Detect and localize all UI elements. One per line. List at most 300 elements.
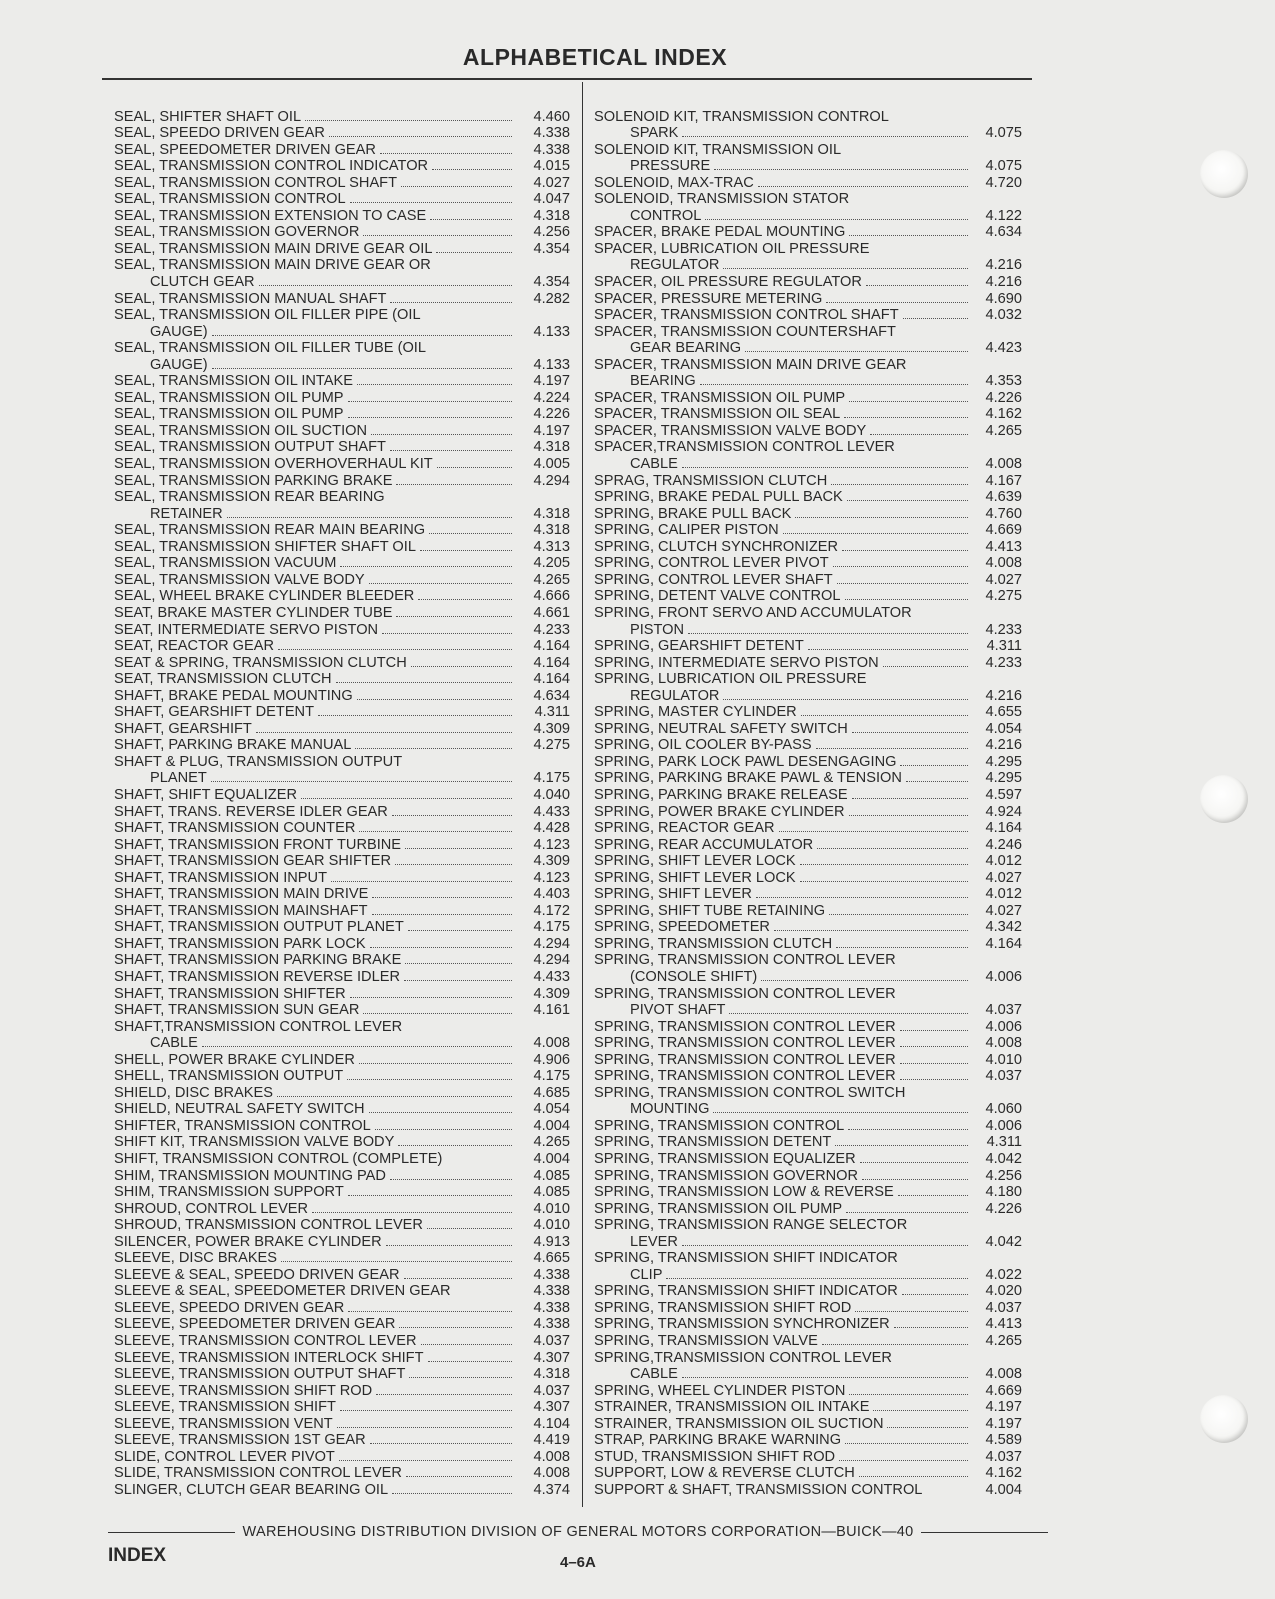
entry-text: CABLE: [150, 1035, 198, 1052]
index-entry: [594, 191, 1022, 208]
entry-text: (CONSOLE SHIFT): [630, 968, 758, 985]
leader-dots: [849, 400, 968, 402]
entry-page-ref: 4.027: [533, 174, 570, 191]
leader-dots: [429, 532, 512, 534]
entry-page-ref: 4.913: [533, 1233, 570, 1250]
leader-dots: [682, 1244, 968, 1246]
index-entry: [594, 1382, 1022, 1399]
leader-dots: [816, 747, 968, 749]
entry-page-ref: 4.374: [533, 1481, 570, 1498]
leader-dots: [910, 368, 968, 369]
entry-page-ref: 4.175: [533, 1068, 570, 1085]
entry-page-ref: 4.004: [985, 1481, 1022, 1498]
leader-dots: [829, 913, 968, 915]
entry-text: SHAFT, BRAKE PEDAL MOUNTING: [114, 687, 353, 704]
leader-dots: [370, 1442, 512, 1444]
leader-dots: [705, 218, 968, 220]
entry-page-ref: 4.037: [985, 1299, 1022, 1316]
leader-dots: [305, 119, 512, 121]
entry-text: PRESSURE: [630, 158, 711, 175]
entry-text: SLEEVE, SPEEDO DRIVEN GEAR: [114, 1299, 345, 1316]
index-entry: [594, 853, 1022, 870]
leader-dots: [357, 698, 512, 700]
entry-text: SPACER, TRANSMISSION COUNTERSHAFT: [594, 323, 896, 340]
leader-dots: [359, 1062, 512, 1064]
entry-text: SPRING, REACTOR GEAR: [594, 820, 775, 837]
entry-page-ref: 4.037: [985, 1448, 1022, 1465]
index-entry: [594, 555, 1022, 572]
entry-text: SPRING, TRANSMISSION CONTROL LEVER: [594, 1018, 896, 1035]
index-entry: [594, 1399, 1022, 1416]
leader-dots: [729, 1012, 968, 1014]
index-entry: [114, 290, 570, 307]
index-entry: [594, 1084, 1022, 1101]
entry-text: PLANET: [150, 770, 207, 787]
leader-dots: [339, 1459, 512, 1461]
leader-dots: [900, 1078, 968, 1080]
entry-text: SEAL, TRANSMISSION VALVE BODY: [114, 571, 365, 588]
index-entry: [114, 820, 570, 837]
index-entry: [114, 1349, 570, 1366]
index-entry: [594, 588, 1022, 605]
leader-dots: [406, 1475, 512, 1477]
leader-dots: [848, 1128, 968, 1130]
index-entry: [594, 720, 1022, 737]
entry-page-ref: 4.012: [985, 886, 1022, 903]
index-entry: [594, 522, 1022, 539]
entry-text: SPRING, TRANSMISSION DETENT: [594, 1134, 832, 1151]
entry-text: SPRING, FRONT SERVO AND ACCUMULATOR: [594, 604, 912, 621]
entry-text: SPRING, GEARSHIFT DETENT: [594, 638, 804, 655]
entry-text: SPRING, TRANSMISSION SHIFT ROD: [594, 1299, 852, 1316]
entry-page-ref: 4.172: [533, 902, 570, 919]
entry-page-ref: 4.047: [533, 191, 570, 208]
entry-page-ref: 4.685: [533, 1084, 570, 1101]
leader-dots: [355, 747, 512, 749]
entry-page-ref: 4.233: [533, 621, 570, 638]
leader-dots: [409, 1376, 512, 1378]
entry-text: RETAINER: [150, 505, 223, 522]
leader-dots: [425, 318, 512, 319]
entry-text: SPACER,TRANSMISSION CONTROL LEVER: [594, 439, 895, 456]
leader-dots: [227, 516, 512, 518]
index-entry: [114, 1299, 570, 1316]
leader-dots: [779, 830, 968, 832]
entry-text: SEAL, TRANSMISSION GOVERNOR: [114, 224, 360, 241]
leader-dots: [348, 1310, 512, 1312]
entry-text: SPRING, OIL COOLER BY-PASS: [594, 737, 812, 754]
index-entry: [594, 786, 1022, 803]
index-entry: [594, 1481, 1022, 1498]
entry-text: SPRING, PARKING BRAKE PAWL & TENSION: [594, 770, 902, 787]
entry-text: SLINGER, CLUTCH GEAR BEARING OIL: [114, 1481, 389, 1498]
entry-text: SLEEVE, SPEEDOMETER DRIVEN GEAR: [114, 1316, 396, 1333]
entry-text: SPRING, CLUTCH SYNCHRONIZER: [594, 538, 839, 555]
entry-page-ref: 4.180: [985, 1184, 1022, 1201]
index-entry: [594, 257, 1022, 274]
entry-text: SLEEVE, DISC BRAKES: [114, 1250, 278, 1267]
leader-dots: [845, 1442, 968, 1444]
entry-text: SPRING, REAR ACCUMULATOR: [594, 836, 814, 853]
entry-text: SHIFTER, TRANSMISSION CONTROL: [114, 1117, 371, 1134]
entry-page-ref: 4.216: [985, 274, 1022, 291]
entry-page-ref: 4.318: [533, 522, 570, 539]
entry-page-ref: 4.294: [533, 935, 570, 952]
leader-dots: [808, 648, 968, 650]
index-entry: [594, 1299, 1022, 1316]
entry-text: SHELL, POWER BRAKE CYLINDER: [114, 1051, 355, 1068]
leader-dots: [363, 234, 512, 236]
index-entry: [114, 505, 570, 522]
binder-hole: [1200, 1395, 1248, 1443]
entry-page-ref: 4.309: [533, 985, 570, 1002]
leader-dots: [363, 1012, 512, 1014]
entry-text: SILENCER, POWER BRAKE CYLINDER: [114, 1233, 382, 1250]
leader-dots: [420, 549, 512, 551]
index-entry: [594, 307, 1022, 324]
leader-dots: [898, 1194, 968, 1196]
leader-dots: [446, 1162, 512, 1163]
index-entry: [114, 1332, 570, 1349]
entry-page-ref: 4.246: [985, 836, 1022, 853]
leader-dots: [336, 681, 512, 683]
leader-dots: [390, 301, 512, 303]
index-entry: [594, 1415, 1022, 1432]
entry-text: SLIDE, TRANSMISSION CONTROL LEVER: [114, 1465, 402, 1482]
leader-dots: [396, 483, 512, 485]
entry-text: SPRING, SHIFT LEVER LOCK: [594, 869, 796, 886]
index-entry: [114, 902, 570, 919]
entry-page-ref: 4.294: [533, 952, 570, 969]
index-entry: [594, 952, 1022, 969]
index-entry: [114, 224, 570, 241]
index-entry: [114, 1448, 570, 1465]
leader-dots: [278, 648, 512, 650]
entry-text: SHROUD, CONTROL LEVER: [114, 1200, 309, 1217]
index-entry: [594, 1349, 1022, 1366]
leader-dots: [382, 632, 512, 634]
binder-hole: [1200, 775, 1248, 823]
leader-dots: [357, 383, 512, 385]
leader-dots: [758, 185, 968, 187]
entry-page-ref: 4.027: [985, 902, 1022, 919]
entry-page-ref: 4.338: [533, 141, 570, 158]
leader-dots: [301, 797, 512, 799]
leader-dots: [348, 416, 512, 418]
footer-text: WAREHOUSING DISTRIBUTION DIVISION OF GENERAL MOTORS CORPORATION—BUICK—40: [242, 1524, 914, 1540]
entry-page-ref: 4.226: [533, 406, 570, 423]
entry-page-ref: 4.419: [533, 1432, 570, 1449]
leader-dots: [800, 880, 968, 882]
entry-page-ref: 4.342: [985, 919, 1022, 936]
entry-text: SLEEVE, TRANSMISSION SHIFT: [114, 1399, 336, 1416]
entry-text: SEAL, TRANSMISSION CONTROL INDICATOR: [114, 158, 429, 175]
entry-page-ref: 4.104: [533, 1415, 570, 1432]
leader-dots: [259, 284, 512, 286]
entry-page-ref: 4.164: [533, 638, 570, 655]
index-entry: [594, 687, 1022, 704]
index-entry: [594, 753, 1022, 770]
index-entry: [114, 704, 570, 721]
entry-page-ref: 4.256: [985, 1167, 1022, 1184]
index-entry: [594, 820, 1022, 837]
leader-dots: [682, 135, 968, 137]
entry-page-ref: 4.311: [534, 704, 570, 721]
entry-text: SPRING, CONTROL LEVER SHAFT: [594, 571, 833, 588]
index-entry: [594, 472, 1022, 489]
entry-page-ref: 4.004: [533, 1151, 570, 1167]
entry-page-ref: 4.282: [533, 290, 570, 307]
index-entry: [594, 737, 1022, 754]
entry-page-ref: 4.354: [533, 240, 570, 257]
leader-dots: [859, 1475, 968, 1477]
leader-dots: [202, 1045, 512, 1047]
entry-page-ref: 4.634: [985, 224, 1022, 241]
index-entry: [594, 340, 1022, 357]
entry-text: SPRING, TRANSMISSION CONTROL LEVER: [594, 985, 896, 1002]
index-entry: [114, 174, 570, 191]
entry-text: SEAL, TRANSMISSION SHIFTER SHAFT OIL: [114, 538, 416, 555]
index-entry: [594, 455, 1022, 472]
leader-dots: [714, 168, 968, 170]
leader-dots: [347, 1078, 512, 1080]
leader-dots: [318, 714, 512, 716]
index-entry: [594, 1150, 1022, 1167]
index-entry: [114, 158, 570, 175]
leader-dots: [849, 234, 968, 236]
entry-page-ref: 4.589: [985, 1432, 1022, 1449]
entry-text: SPRING, TRANSMISSION CONTROL LEVER: [594, 1068, 896, 1085]
binder-hole: [1200, 150, 1248, 198]
entry-page-ref: 4.075: [985, 125, 1022, 142]
entry-text: SPRING, TRANSMISSION CLUTCH: [594, 935, 833, 952]
entry-page-ref: 4.175: [533, 770, 570, 787]
index-entry: [594, 1233, 1022, 1250]
entry-text: SEAL, TRANSMISSION CONTROL SHAFT: [114, 174, 398, 191]
entry-text: SPRING, TRANSMISSION CONTROL SWITCH: [594, 1084, 906, 1101]
leader-dots: [801, 714, 968, 716]
entry-text: SHELL, TRANSMISSION OUTPUT: [114, 1068, 344, 1085]
entry-page-ref: 4.054: [985, 720, 1022, 737]
entry-page-ref: 4.075: [985, 158, 1022, 175]
entry-page-ref: 4.027: [985, 571, 1022, 588]
entry-page-ref: 4.005: [533, 456, 570, 473]
index-entry: [114, 985, 570, 1002]
leader-dots: [900, 1029, 968, 1031]
leader-dots: [370, 946, 512, 948]
entry-page-ref: 4.433: [533, 968, 570, 985]
leader-dots: [883, 665, 968, 667]
entry-text: SPACER, TRANSMISSION MAIN DRIVE GEAR: [594, 356, 907, 373]
leader-dots: [350, 201, 512, 203]
index-entry: [594, 174, 1022, 191]
index-entry: [594, 836, 1022, 853]
entry-page-ref: 4.164: [533, 671, 570, 688]
leader-dots: [428, 1360, 512, 1362]
leader-dots: [756, 896, 968, 898]
leader-dots: [372, 896, 512, 898]
leader-dots: [926, 1493, 968, 1494]
index-entry: [114, 340, 570, 357]
entry-page-ref: 4.720: [985, 174, 1022, 191]
index-entry: [114, 1101, 570, 1118]
entry-text: SEAL, TRANSMISSION CONTROL: [114, 191, 346, 208]
leader-dots: [430, 218, 512, 220]
entry-text: SPRING, DETENT VALVE CONTROL: [594, 588, 841, 605]
entry-page-ref: 4.338: [533, 1299, 570, 1316]
leader-dots: [837, 582, 968, 584]
leader-dots: [396, 615, 512, 617]
leader-dots: [906, 780, 968, 782]
entry-text: SEAL, TRANSMISSION OIL FILLER TUBE (OIL: [114, 340, 426, 357]
index-entry: [114, 803, 570, 820]
leader-dots: [774, 929, 968, 931]
index-entry: [594, 273, 1022, 290]
index-entry: [114, 770, 570, 787]
entry-page-ref: 4.690: [985, 290, 1022, 307]
leader-dots: [900, 963, 968, 964]
entry-page-ref: 4.161: [533, 1002, 570, 1019]
index-entry: [114, 406, 570, 423]
leader-dots: [404, 979, 512, 981]
entry-page-ref: 4.004: [533, 1117, 570, 1134]
entry-text: SHAFT, TRANSMISSION FRONT TURBINE: [114, 836, 402, 853]
entry-text: SPRING, TRANSMISSION RANGE SELECTOR: [594, 1217, 908, 1234]
leader-dots: [845, 598, 968, 600]
leader-dots: [870, 433, 968, 435]
index-entry: [594, 125, 1022, 142]
entry-text: SEAT, REACTOR GEAR: [114, 638, 275, 655]
entry-page-ref: 4.295: [985, 753, 1022, 770]
entry-text: SHIELD, DISC BRAKES: [114, 1084, 273, 1101]
entry-text: SEAL, TRANSMISSION MANUAL SHAFT: [114, 290, 387, 307]
entry-text: SOLENOID, TRANSMISSION STATOR: [594, 191, 850, 208]
entry-text: SEAL, TRANSMISSION OIL FILLER PIPE (OIL: [114, 307, 421, 324]
entry-text: SPACER, TRANSMISSION OIL PUMP: [594, 389, 846, 406]
leader-dots: [359, 830, 512, 832]
entry-text: CABLE: [630, 456, 678, 473]
index-entry: [594, 886, 1022, 903]
entry-text: SLEEVE & SEAL, SPEEDOMETER DRIVEN GEAR: [114, 1283, 451, 1300]
entry-text: SHROUD, TRANSMISSION CONTROL LEVER: [114, 1217, 423, 1234]
leader-dots: [896, 1361, 968, 1362]
entry-text: SPRING, WHEEL CYLINDER PISTON: [594, 1382, 846, 1399]
entry-text: SPRING, CONTROL LEVER PIVOT: [594, 555, 829, 572]
index-entry: [114, 455, 570, 472]
leader-dots: [900, 1062, 968, 1064]
index-entry: [114, 1217, 570, 1234]
leader-dots: [713, 1111, 968, 1113]
index-entry: [114, 604, 570, 621]
entry-text: STRAINER, TRANSMISSION OIL INTAKE: [594, 1399, 870, 1416]
leader-dots: [887, 1426, 968, 1428]
section-label: INDEX: [108, 1545, 167, 1566]
leader-dots: [348, 1194, 512, 1196]
entry-text: SLEEVE & SEAL, SPEEDO DRIVEN GEAR: [114, 1266, 400, 1283]
entry-page-ref: 4.338: [533, 1266, 570, 1283]
entry-text: SPRING, SHIFT LEVER LOCK: [594, 853, 796, 870]
entry-page-ref: 4.008: [985, 555, 1022, 572]
entry-text: CABLE: [630, 1366, 678, 1383]
entry-text: SHAFT, TRANSMISSION SHIFTER: [114, 985, 346, 1002]
index-entry: [594, 240, 1022, 257]
index-entry: [114, 207, 570, 224]
leader-dots: [847, 499, 968, 501]
leader-dots: [852, 797, 968, 799]
entry-page-ref: 4.010: [985, 1051, 1022, 1068]
entry-page-ref: 4.338: [533, 1316, 570, 1333]
entry-text: SHAFT, PARKING BRAKE MANUAL: [114, 737, 352, 754]
column-divider: [582, 82, 583, 1507]
entry-page-ref: 4.042: [985, 1233, 1022, 1250]
entry-page-ref: 4.597: [985, 786, 1022, 803]
index-entry: [114, 654, 570, 671]
entry-text: SHAFT, TRANSMISSION PARKING BRAKE: [114, 952, 402, 969]
index-entry: [114, 257, 570, 274]
footer-rule-right: [921, 1532, 1048, 1533]
leader-dots: [281, 1260, 512, 1262]
index-entry: [594, 621, 1022, 638]
entry-text: SHAFT, TRANSMISSION MAIN DRIVE: [114, 886, 369, 903]
leader-dots: [899, 450, 968, 451]
index-entry: [114, 1432, 570, 1449]
entry-text: SEAL, TRANSMISSION OIL SUCTION: [114, 422, 368, 439]
entry-page-ref: 4.307: [533, 1349, 570, 1366]
leader-dots: [329, 135, 512, 137]
leader-dots: [900, 335, 968, 336]
entry-text: SPRING, SHIFT LEVER: [594, 886, 752, 903]
entry-page-ref: 4.133: [533, 323, 570, 340]
leader-dots: [893, 120, 968, 121]
index-entry: [114, 952, 570, 969]
entry-text: SEAL, SPEEDO DRIVEN GEAR: [114, 125, 325, 142]
index-entry: [594, 1266, 1022, 1283]
entry-text: SEAL, TRANSMISSION OVERHOVERHAUL KIT: [114, 456, 433, 473]
index-entry: [594, 1117, 1022, 1134]
leader-dots: [277, 1095, 512, 1097]
entry-text: SHIFT, TRANSMISSION CONTROL (COMPLETE): [114, 1151, 443, 1167]
entry-page-ref: 4.428: [533, 820, 570, 837]
entry-page-ref: 4.309: [533, 853, 570, 870]
leader-dots: [909, 1096, 968, 1097]
entry-text: SHAFT, GEARSHIFT: [114, 720, 252, 737]
entry-page-ref: 4.265: [533, 1134, 570, 1151]
leader-dots: [211, 780, 512, 782]
leader-dots: [408, 929, 512, 931]
entry-text: SHAFT, TRANSMISSION INPUT: [114, 869, 327, 886]
index-entry: [594, 489, 1022, 506]
entry-text: SEAT, BRAKE MASTER CYLINDER TUBE: [114, 604, 393, 621]
entry-text: SHAFT,TRANSMISSION CONTROL LEVER: [114, 1018, 403, 1035]
index-entry: [114, 1200, 570, 1217]
leader-dots: [902, 1261, 968, 1262]
entry-page-ref: 4.403: [533, 886, 570, 903]
leader-dots: [873, 252, 968, 253]
index-entry: [114, 786, 570, 803]
index-entry: [114, 240, 570, 257]
index-entry: [594, 323, 1022, 340]
entry-page-ref: 4.008: [533, 1035, 570, 1052]
leader-dots: [331, 880, 512, 882]
entry-text: SPRING, TRANSMISSION CONTROL LEVER: [594, 1035, 896, 1052]
entry-text: SEAT, TRANSMISSION CLUTCH: [114, 671, 332, 688]
entry-text: SPACER, TRANSMISSION VALVE BODY: [594, 422, 867, 439]
index-entry: [114, 1150, 570, 1167]
entry-text: SEAL, TRANSMISSION REAR BEARING: [114, 489, 385, 506]
leader-dots: [902, 1293, 968, 1295]
entry-page-ref: 4.197: [985, 1415, 1022, 1432]
index-entry: [594, 654, 1022, 671]
